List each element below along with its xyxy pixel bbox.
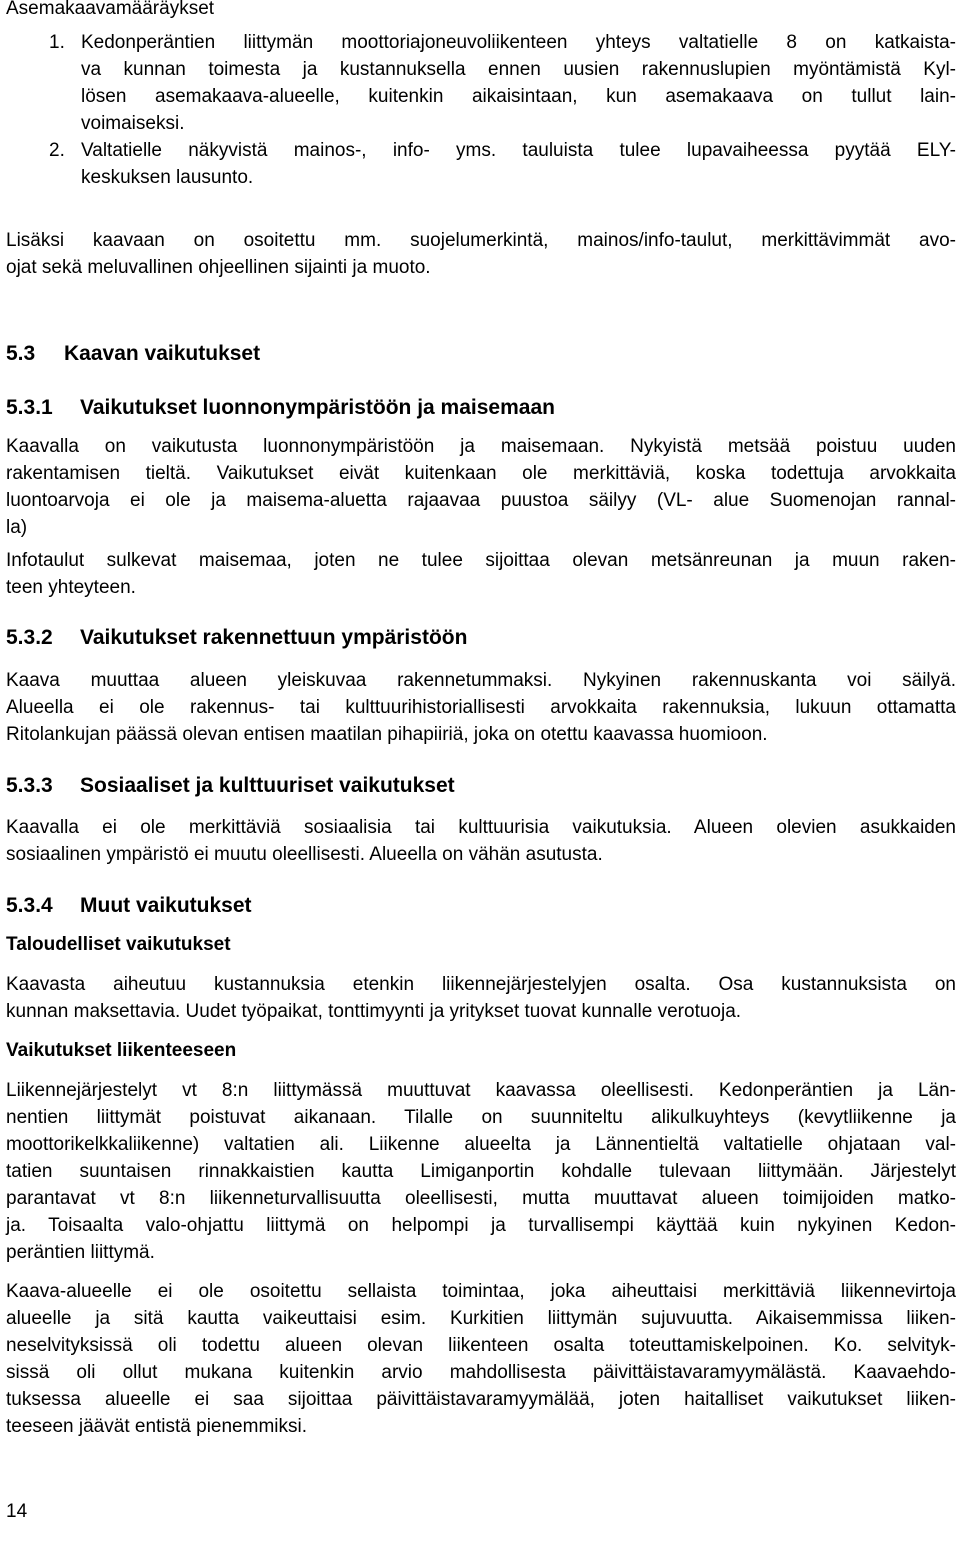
paragraph-line: luontoarvoja ei ole ja maisema-aluetta rajaavaa puustoa säilyy (VL- alue Suomenojan rannal- [6,490,956,511]
section-title: Vaikutukset luonnonympäristöön ja maisemaan [80,396,555,419]
paragraph-line: rakentamisen tieltä. Vaikutukset eivät kuitenkaan ole merkittäviä, koska todettuja arvokkaita [6,463,956,484]
list-item-line: voimaiseksi. [81,113,185,134]
paragraph-line: parantavat vt 8:n liikenneturvallisuutta oleellisesti, mutta muuttavat alueen toimijoiden matko- [6,1188,956,1209]
section-title: Kaavan vaikutukset [64,342,261,365]
list-item-line: keskuksen lausunto. [81,167,254,188]
list-item-line: Valtatielle näkyvistä mainos-, info- yms. tauluista tulee lupavaiheessa pyytää ELY- [81,140,956,161]
paragraph-line: Kaavalla ei ole merkittäviä sosiaalisia tai kulttuurisia vaikutuksia. Alueen olevien asukkaiden [6,817,956,838]
paragraph-line: peräntien liittymä. [6,1242,155,1263]
section-title: Muut vaikutukset [80,894,252,917]
section-heading-5-3 [6,340,260,368]
section-number: 5.3.3 [6,774,53,797]
paragraph-line: Infotaulut sulkevat maisemaa, joten ne tulee sijoittaa olevan metsänreunan ja muun raken- [6,550,956,571]
list-item-line: lösen asemakaava-alueelle, kuitenkin aikaisintaan, kun asemakaava on tullut lain- [81,86,956,107]
paragraph-line: Kaavalla on vaikutusta luonnonympäristöön ja maisemaan. Nykyistä metsää poistuu uuden [6,436,956,457]
list-item-line: Kedonperäntien liittymän moottoriajoneuvoliikenteen yhteys valtatielle 8 on katkaista- [81,32,956,53]
section-heading-5-3-4 [6,892,252,920]
paragraph-line: Liikennejärjestelyt vt 8:n liittymässä muuttuvat kaavassa oleellisesti. Kedonperäntien ja Län- [6,1080,956,1101]
section-title: Sosiaaliset ja kulttuuriset vaikutukset [80,774,455,797]
paragraph-line: ja. Toisaalta valo-ohjattu liittymä on helpompi ja turvallisempi käyttää kuin nykyinen Kedon- [6,1215,956,1236]
paragraph-line: teen yhteyteen. [6,577,136,598]
paragraph-line: Kaavasta aiheutuu kustannuksia etenkin liikennejärjestelyjen osalta. Osa kustannuksista on [6,974,956,995]
page-number: 14 [6,1501,28,1522]
list-number: 1. [49,32,65,53]
paragraph-line: moottorikelkkaliikenne) valtatien ali. Liikenne alueelta ja Lännentieltä valtatielle ohjataan val- [6,1134,956,1155]
paragraph-line: nentien liittymät poistuvat aikanaan. Tilalle on suunniteltu alikulkuyhteys (kevytliikenne ja [6,1107,956,1128]
paragraph-line: tatien suuntaisen rinnakkaistien kautta Limiganportin kohdalle tulevaan liittymään. Järjestelyt [6,1161,956,1182]
subheading-taloudelliset: Taloudelliset vaikutukset [6,934,231,955]
list-item-line: va kunnan toimesta ja kustannuksella ennen uusien rakennuslupien myöntämistä Kyl- [81,59,956,80]
section-number: 5.3.4 [6,894,53,917]
paragraph-line: teeseen jäävät entistä pienemmiksi. [6,1416,307,1437]
section-number: 5.3.1 [6,396,53,419]
section-heading-5-3-1 [6,394,555,422]
paragraph-line: sissä oli ollut mukana kuitenkin arvio mahdollisesta päivittäistavaramyymälästä. Kaavaehdo- [6,1362,956,1383]
paragraph-line: kunnan maksettavia. Uudet työpaikat, tonttimyynti ja yritykset tuovat kunnalle verotuoja. [6,1001,742,1022]
section-number: 5.3 [6,342,36,365]
paragraph-line: sosiaalinen ympäristö ei muutu oleellisesti. Alueella on vähän asutusta. [6,844,603,865]
paragraph-line: Kaava-alueelle ei ole osoitettu sellaista toimintaa, joka aiheuttaisi merkittäviä liikennevirtoja [6,1281,956,1302]
paragraph-line: la) [6,517,28,538]
paragraph-line: alueelle ja sitä kautta vaikeuttaisi esim. Kurkitien liittymän sujuvuutta. Aikaisemmissa liiken- [6,1308,956,1329]
section-heading-5-3-2 [6,624,467,652]
paragraph-line: Alueella ei ole rakennus- tai kulttuurihistoriallisesti arvokkaita rakennuksia, lukuun ottamatta [6,697,956,718]
list-number: 2. [49,140,65,161]
paragraph-line: tuksessa alueelle ei saa sijoittaa päivittäistavaramyymälää, joten haitalliset vaikutukset liiken- [6,1389,956,1410]
section-heading-asemakaavamaaraykset: Asemakaavamääräykset [6,0,215,19]
subheading-liikenne: Vaikutukset liikenteeseen [6,1040,237,1061]
paragraph-line: Ritolankujan päässä olevan entisen maatilan pihapiiriä, joka on otettu kaavassa huomioon. [6,724,768,745]
paragraph-line: Lisäksi kaavaan on osoitettu mm. suojelumerkintä, mainos/info-taulut, merkittävimmät avo- [6,230,956,251]
paragraph-line: ojat sekä meluvallinen ohjeellinen sijainti ja muoto. [6,257,431,278]
section-title: Vaikutukset rakennettuun ympäristöön [80,626,468,649]
section-heading-5-3-3 [6,772,455,800]
section-number: 5.3.2 [6,626,53,649]
paragraph-line: Kaava muuttaa alueen yleiskuvaa rakennetummaksi. Nykyinen rakennuskanta voi säilyä. [6,670,956,691]
paragraph-line: neselvityksissä oli todettu alueen olevan liikenteen osalta toteuttamiskelpoinen. Ko. selvityk- [6,1335,956,1356]
